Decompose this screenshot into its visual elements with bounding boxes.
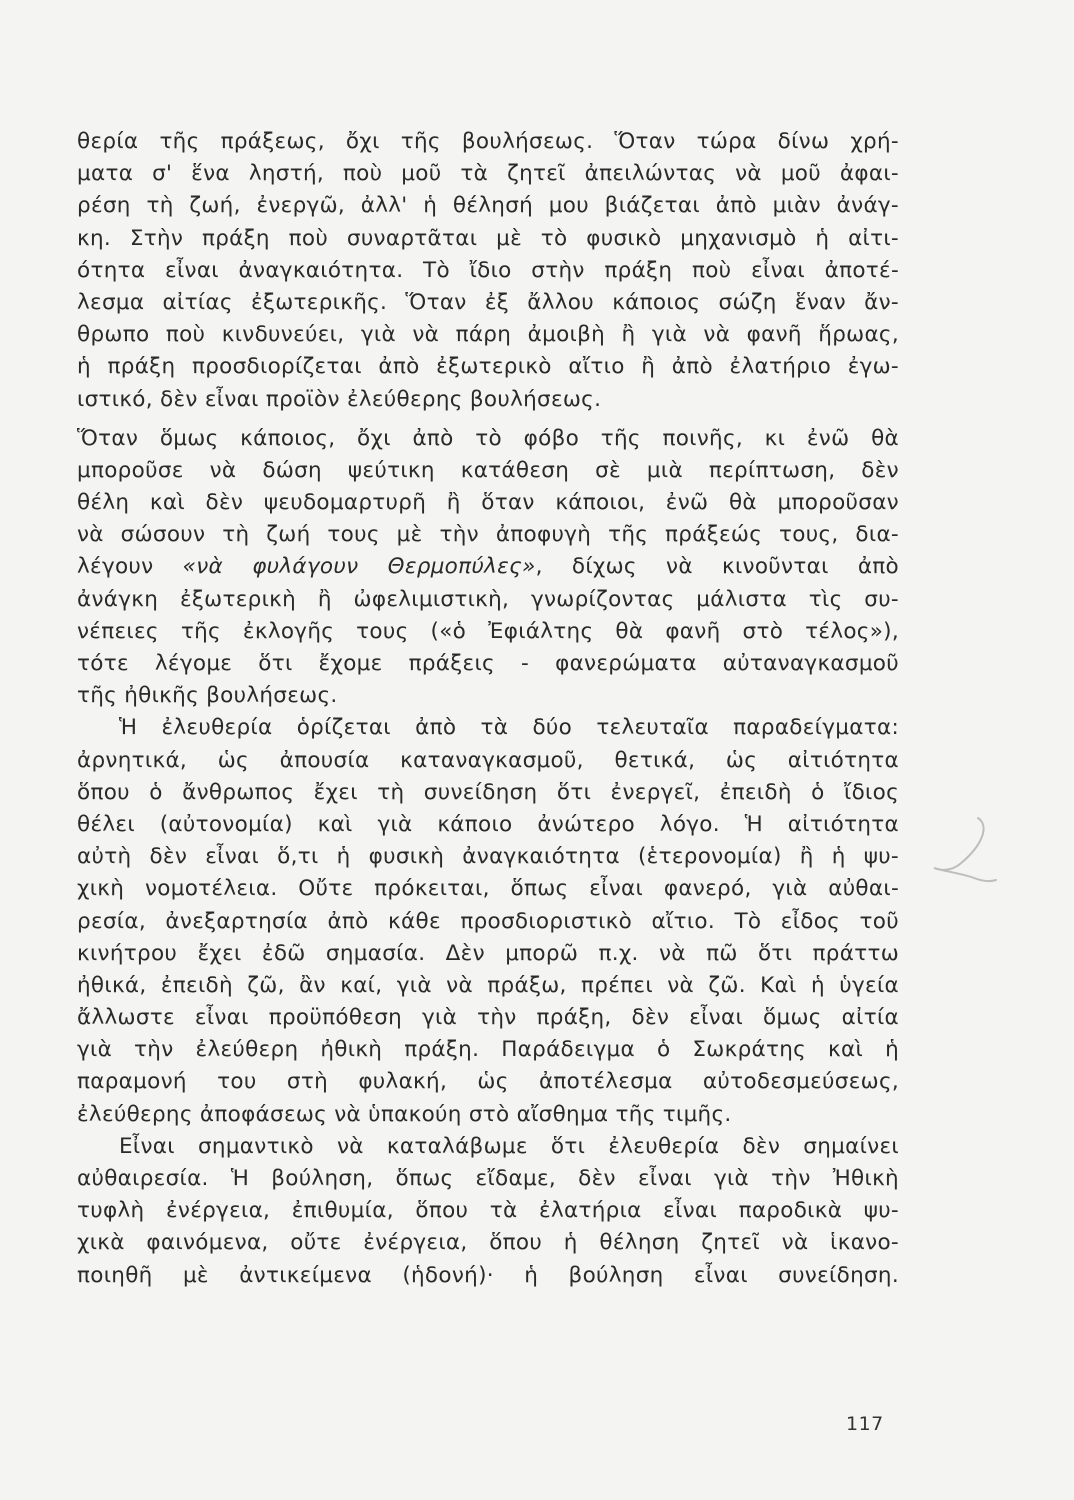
paragraph-4 [77,1131,899,1292]
text-line: αὐτὴ δὲν εἶναι ὅ,τι ἡ φυσικὴ ἀναγκαιότητα (ἑτερονομία) ἢ ἡ ψυ- [77,844,899,870]
text-segment: , δίχως νὰ κινοῦνται ἀπὸ [535,554,899,580]
text-line: μποροῦσε νὰ δώση ψεύτικη κατάθεση σὲ μιὰ περίπτωση, δὲν [77,457,899,483]
text-line: νέπειες τῆς ἐκλογῆς τους («ὁ Ἐφιάλτης θὰ φανῆ στὸ τέλος»), [77,618,899,644]
text-line: γιὰ τὴν ἐλεύθερη ἠθικὴ πράξη. Παράδειγμα ὁ Σωκράτης καὶ ἡ [77,1037,899,1063]
text-line: ρέση τὴ ζωή, ἐνεργῶ, ἀλλ' ἡ θέλησή μου βιάζεται ἀπὸ μιὰν ἀνάγ- [77,193,899,219]
text-line: κη. Στὴν πράξη ποὺ συναρτᾶται μὲ τὸ φυσικὸ μηχανισμὸ ἡ αἰτι- [77,225,899,251]
text-segment: λέγουν [77,554,183,580]
text-line: τῆς ἠθικῆς βουλήσεως. [77,683,338,709]
text-line: νὰ σώσουν τὴ ζωή τους μὲ τὴν ἀποφυγὴ τῆς πράξεώς τους, δια- [77,522,899,548]
text-line: ἡ πράξη προσδιορίζεται ἀπὸ ἐξωτερικὸ αἴτιο ἢ ἀπὸ ἐλατήριο ἐγω- [77,354,899,380]
text-line: τυφλὴ ἐνέργεια, ἐπιθυμία, ὅπου τὰ ἐλατήρια εἶναι παροδικὰ ψυ- [77,1198,899,1224]
text-line: παραμονή του στὴ φυλακή, ὡς ἀποτέλεσμα αὐτοδεσμεύσεως, [77,1069,899,1095]
paragraph-3 [77,712,899,1130]
text-line: ότητα εἶναι ἀναγκαιότητα. Τὸ ἴδιο στὴν πράξη ποὺ εἶναι ἀποτέ- [77,257,899,283]
text-line: ἐλεύθερης ἀποφάσεως νὰ ὑπακούη στὸ αἴσθημα τῆς τιμῆς. [77,1101,732,1127]
text-line: ἠθικά, ἐπειδὴ ζῶ, ἂν καί, γιὰ νὰ πράξω, πρέπει νὰ ζῶ. Καὶ ἡ ὑγεία [77,972,899,998]
text-line: κινήτρου ἔχει ἐδῶ σημασία. Δὲν μπορῶ π.χ. νὰ πῶ ὅτι πράττω [77,940,899,966]
text-line: τότε λέγομε ὅτι ἔχομε πράξεις - φανερώματα αὐταναγκασμοῦ [77,651,899,676]
text-line: χικὰ φαινόμενα, οὔτε ἐνέργεια, ὅπου ἡ θέληση ζητεῖ νὰ ἱκανο- [77,1230,899,1256]
text-line: Ὅταν ὅμως κάποιος, ὄχι ἀπὸ τὸ φόβο τῆς ποινῆς, κι ἐνῶ θὰ [77,425,899,451]
text-line: ἄλλωστε εἶναι προϋπόθεση γιὰ τὴν πράξη, δὲν εἶναι ὅμως αἰτία [77,1005,899,1031]
quoted-phrase: «νὰ φυλάγουν Θερμοπύλες» [182,554,536,580]
page-number: 117 [846,1413,884,1435]
text-line: θέλη καὶ δὲν ψευδομαρτυρῆ ἢ ὅταν κάποιοι, ἐνῶ θὰ μποροῦσαν [77,490,899,516]
text-line: ἀνάγκη ἐξωτερικὴ ἢ ὠφελιμιστικὴ, γνωρίζοντας μάλιστα τὶς συ- [77,586,899,612]
paragraph-2 [77,423,899,713]
text-line: θρωπο ποὺ κινδυνεύει, γιὰ νὰ πάρη ἀμοιβὴ ἢ γιὰ νὰ φανῆ ἥρωας, [77,322,899,348]
text-line: ιστικό, δὲν εἶναι προϊὸν ἐλεύθερης βουλήσεως. [77,386,602,412]
text-line: λεσμα αἰτίας ἐξωτερικῆς. Ὅταν ἐξ ἄλλου κάποιος σώζη ἕναν ἄν- [77,289,899,315]
text-line: θερία τῆς πράξεως, ὄχι τῆς βουλήσεως. Ὅταν τώρα δίνω χρή- [77,129,899,154]
pencil-mark-icon [930,812,1000,892]
text-line: ποιηθῆ μὲ ἀντικείμενα (ἡδονή)· ἡ βούληση εἶναι συνείδηση. [77,1262,899,1288]
text-line: Εἶναι σημαντικὸ νὰ καταλάβωμε ὅτι ἐλευθερία δὲν σημαίνει [119,1133,899,1159]
text-line: θέλει (αὐτονομία) καὶ γιὰ κάποιο ἀνώτερο λόγο. Ἡ αἰτιότητα [77,811,899,837]
body-text [77,126,899,1292]
text-line: ματα σ' ἕνα ληστή, ποὺ μοῦ τὰ ζητεῖ ἀπειλώντας νὰ μοῦ ἀφαι- [77,161,899,187]
text-line: Ἡ ἐλευθερία ὁρίζεται ἀπὸ τὰ δύο τελευταῖα παραδείγματα: [119,715,899,741]
paragraph-1 [77,126,899,416]
text-line: ρεσία, ἀνεξαρτησία ἀπὸ κάθε προσδιοριστικὸ αἴτιο. Τὸ εἶδος τοῦ [77,908,899,934]
text-line: ὅπου ὁ ἄνθρωπος ἔχει τὴ συνείδηση ὅτι ἐνεργεῖ, ἐπειδὴ ὁ ἴδιος [77,779,899,805]
text-line-with-quote [77,551,899,583]
text-line: αὐθαιρεσία. Ἡ βούληση, ὅπως εἴδαμε, δὲν εἶναι γιὰ τὴν Ἠθικὴ [77,1166,899,1191]
text-line: ἀρνητικά, ὡς ἀπουσία καταναγκασμοῦ, θετικά, ὡς αἰτιότητα [77,747,899,773]
text-line: χικὴ νομοτέλεια. Οὔτε πρόκειται, ὅπως εἶναι φανερό, γιὰ αὐθαι- [77,876,899,902]
